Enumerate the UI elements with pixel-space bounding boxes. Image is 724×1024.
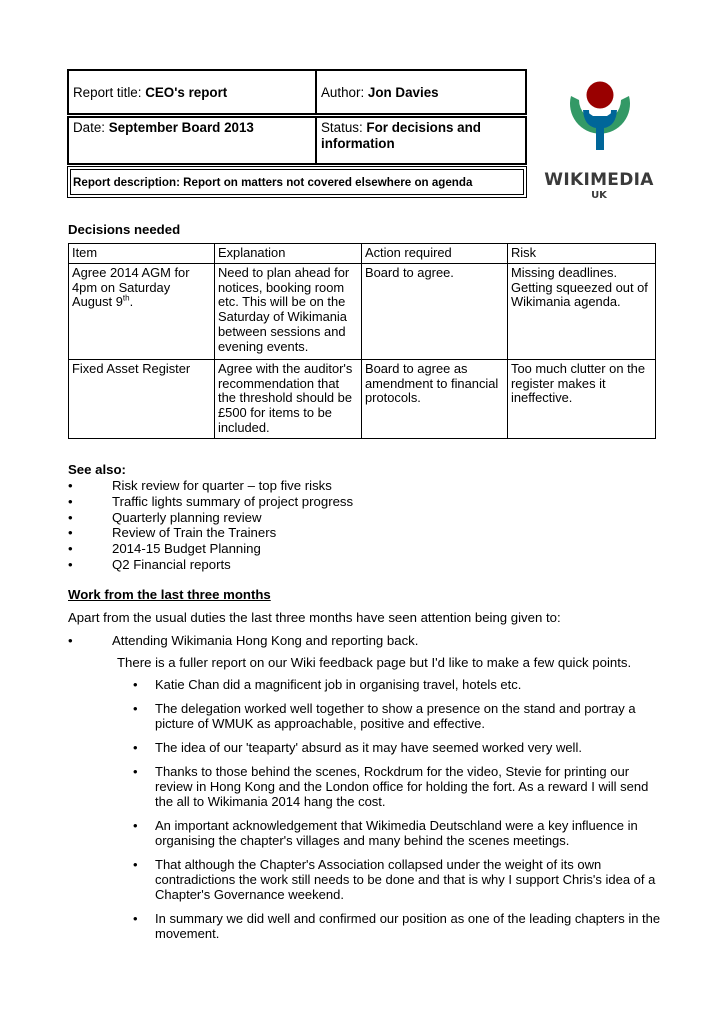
list-item: • That although the Chapter's Association collapsed under the weight of its own contradictions the work still needs to be done and that is why I support Chris's idea of a Chapter's Governance weekend. bbox=[133, 857, 656, 902]
table-row bbox=[69, 360, 656, 439]
list-item: • An important acknowledgement that Wikimedia Deutschland were a key influence in organising the chapter's villages and many behind the scenes meetings. bbox=[133, 818, 638, 848]
column-header-risk: Risk bbox=[508, 244, 656, 264]
cell-risk: Missing deadlines. Getting squeezed out of Wikimania agenda. bbox=[508, 264, 656, 360]
list-item: • The delegation worked well together to show a presence on the stand and portray a picture of WMUK as approachable, positive and effective. bbox=[133, 701, 636, 731]
list-item: • In summary we did well and confirmed our position as one of the leading chapters in the movement. bbox=[133, 911, 661, 941]
header-row-title-author bbox=[67, 69, 527, 115]
decisions-table bbox=[68, 243, 656, 439]
cell-explanation: Agree with the auditor's recommendation that the threshold should be £500 for items to be included. bbox=[215, 360, 362, 439]
author-value: Jon Davies bbox=[367, 85, 439, 100]
report-title-cell: Report title: CEO's report bbox=[73, 85, 228, 100]
table-row bbox=[69, 264, 656, 360]
table-header-row bbox=[69, 244, 656, 264]
column-header-item: Item bbox=[69, 244, 215, 264]
cell-item: Agree 2014 AGM for 4pm on Saturday August 9th. bbox=[69, 264, 215, 360]
work-main-bullet: • Attending Wikimania Hong Kong and reporting back. bbox=[68, 633, 419, 648]
status-value-line1: For decisions and bbox=[366, 120, 481, 135]
report-header-table bbox=[67, 69, 527, 198]
date-cell: Date: September Board 2013 bbox=[73, 120, 254, 135]
cell-action: Board to agree as amendment to financial protocols. bbox=[362, 360, 508, 439]
fuller-report-note: There is a fuller report on our Wiki feedback page but I'd like to make a few quick points. bbox=[117, 655, 632, 670]
see-also-heading: See also: bbox=[68, 462, 126, 477]
list-item: • Thanks to those behind the scenes, Rockdrum for the video, Stevie for printing our review in Hong Kong and the London office for holding the fort. As a reward I will send the all to Wikimania 2014 hang the cost. bbox=[133, 764, 649, 809]
cell-item: Fixed Asset Register bbox=[69, 360, 215, 439]
report-title-value: CEO's report bbox=[145, 85, 228, 100]
cell-risk: Too much clutter on the register makes it ineffective. bbox=[508, 360, 656, 439]
work-intro: Apart from the usual duties the last three months have seen attention being given to: bbox=[68, 610, 561, 625]
cell-explanation: Need to plan ahead for notices, booking room etc. This will be on the Saturday of Wikimania between sessions and evening events. bbox=[215, 264, 362, 360]
logo-wordmark: WIKIMEDIA bbox=[544, 170, 654, 190]
decisions-heading: Decisions needed bbox=[68, 222, 181, 237]
author-cell: Author: Jon Davies bbox=[321, 85, 439, 100]
status-value-line2: information bbox=[321, 136, 395, 151]
logo-uk-label: UK bbox=[591, 190, 607, 201]
status-cell: Status: For decisions and information bbox=[321, 120, 481, 151]
wikimedia-logo-icon bbox=[540, 76, 660, 168]
work-heading: Work from the last three months bbox=[68, 587, 271, 602]
list-item: • Katie Chan did a magnificent job in organising travel, hotels etc. bbox=[133, 677, 522, 692]
wikimedia-uk-logo bbox=[540, 76, 660, 206]
header-row-description bbox=[67, 166, 527, 198]
report-description: Report description: Report on matters not covered elsewhere on agenda bbox=[73, 176, 473, 189]
header-row-date-status bbox=[67, 116, 527, 165]
column-header-explanation: Explanation bbox=[215, 244, 362, 264]
list-item: • The idea of our 'teaparty' absurd as it may have seemed worked very well. bbox=[133, 740, 582, 755]
cell-action: Board to agree. bbox=[362, 264, 508, 360]
column-header-action: Action required bbox=[362, 244, 508, 264]
wikimania-points-list bbox=[133, 677, 663, 950]
date-value: September Board 2013 bbox=[108, 120, 254, 135]
